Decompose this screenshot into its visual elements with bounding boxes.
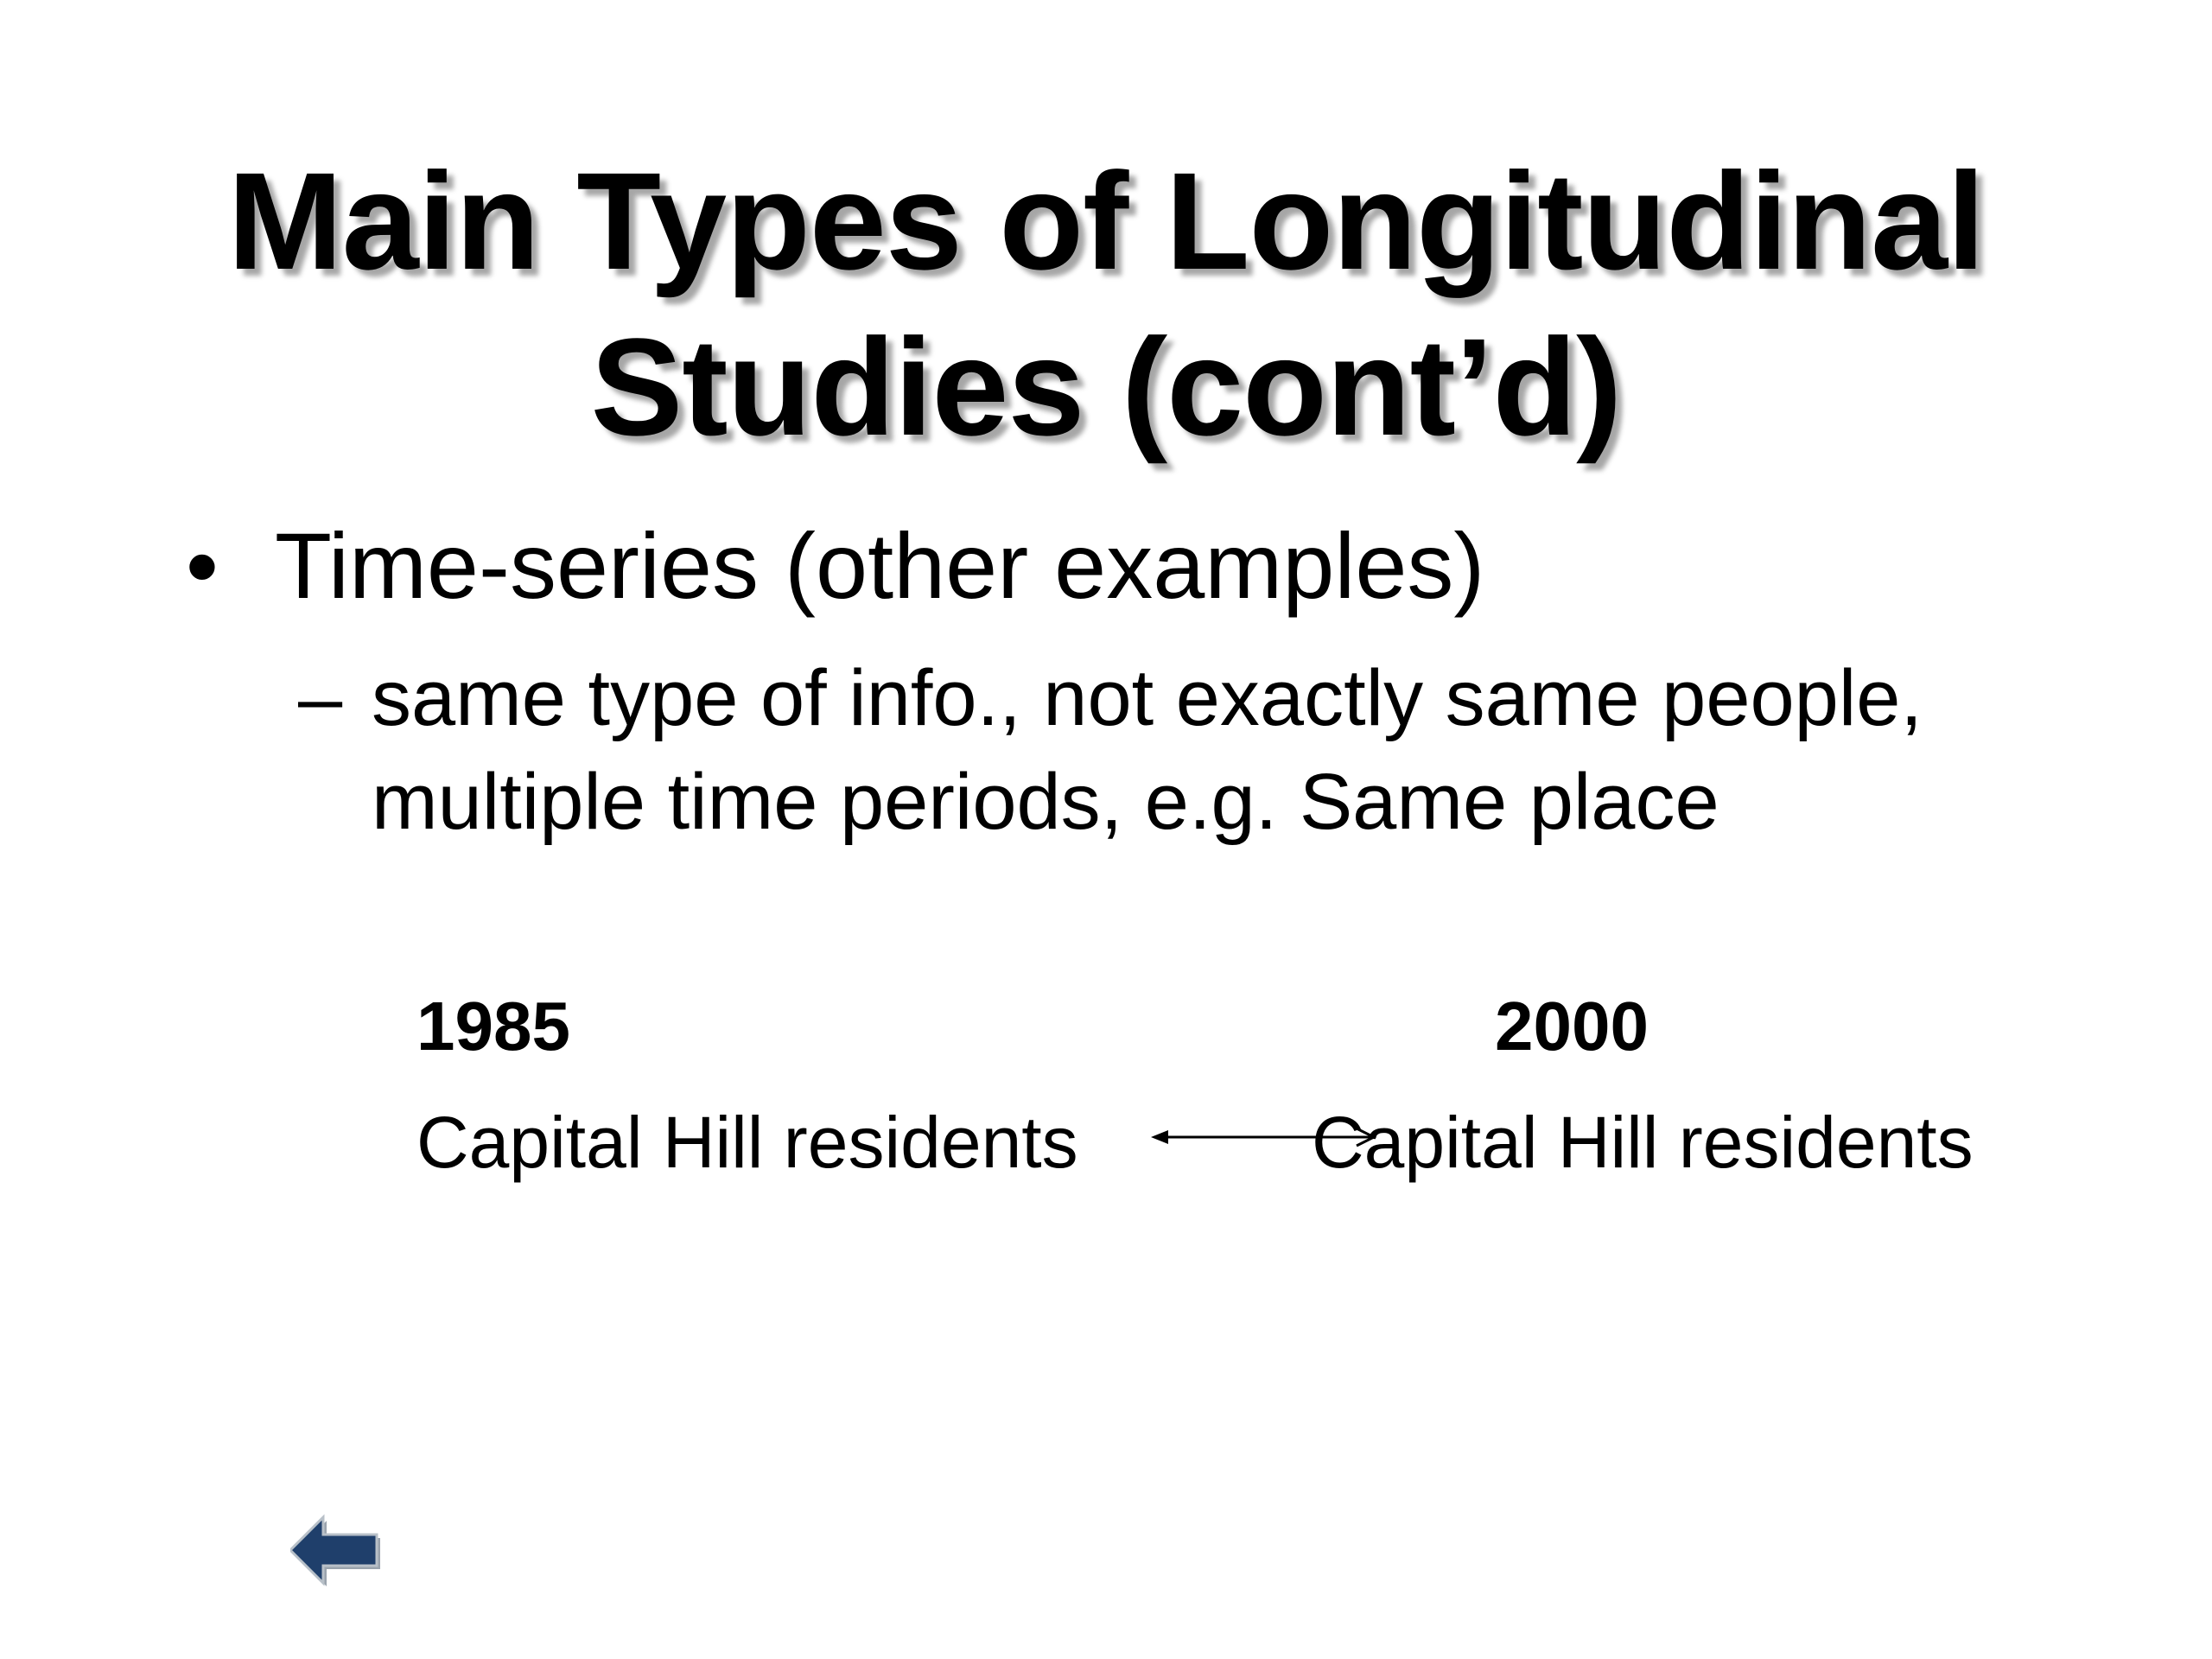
residents-1985-label: Capital Hill residents [416,1102,1078,1183]
year-2000-label: 2000 [1495,988,1649,1065]
sub-bullet-text: same type of info., not exactly same people, multiple time periods, e.g. Same place [372,654,1923,846]
year-1985-label: 1985 [416,988,570,1065]
sub-bullet-marker: – [298,654,343,742]
bullet-text: Time-series (other examples) [275,513,1485,618]
residents-2000-label: Capital Hill residents [1312,1102,1974,1183]
back-button[interactable] [290,1512,385,1595]
bullet-marker: • [186,513,219,618]
back-arrow-icon [290,1512,385,1595]
slide-title-line-2: Studies (cont’d) [590,309,1622,464]
slide-title-line-1: Main Types of Longitudinal [227,143,1985,298]
slide-title [0,138,2212,470]
